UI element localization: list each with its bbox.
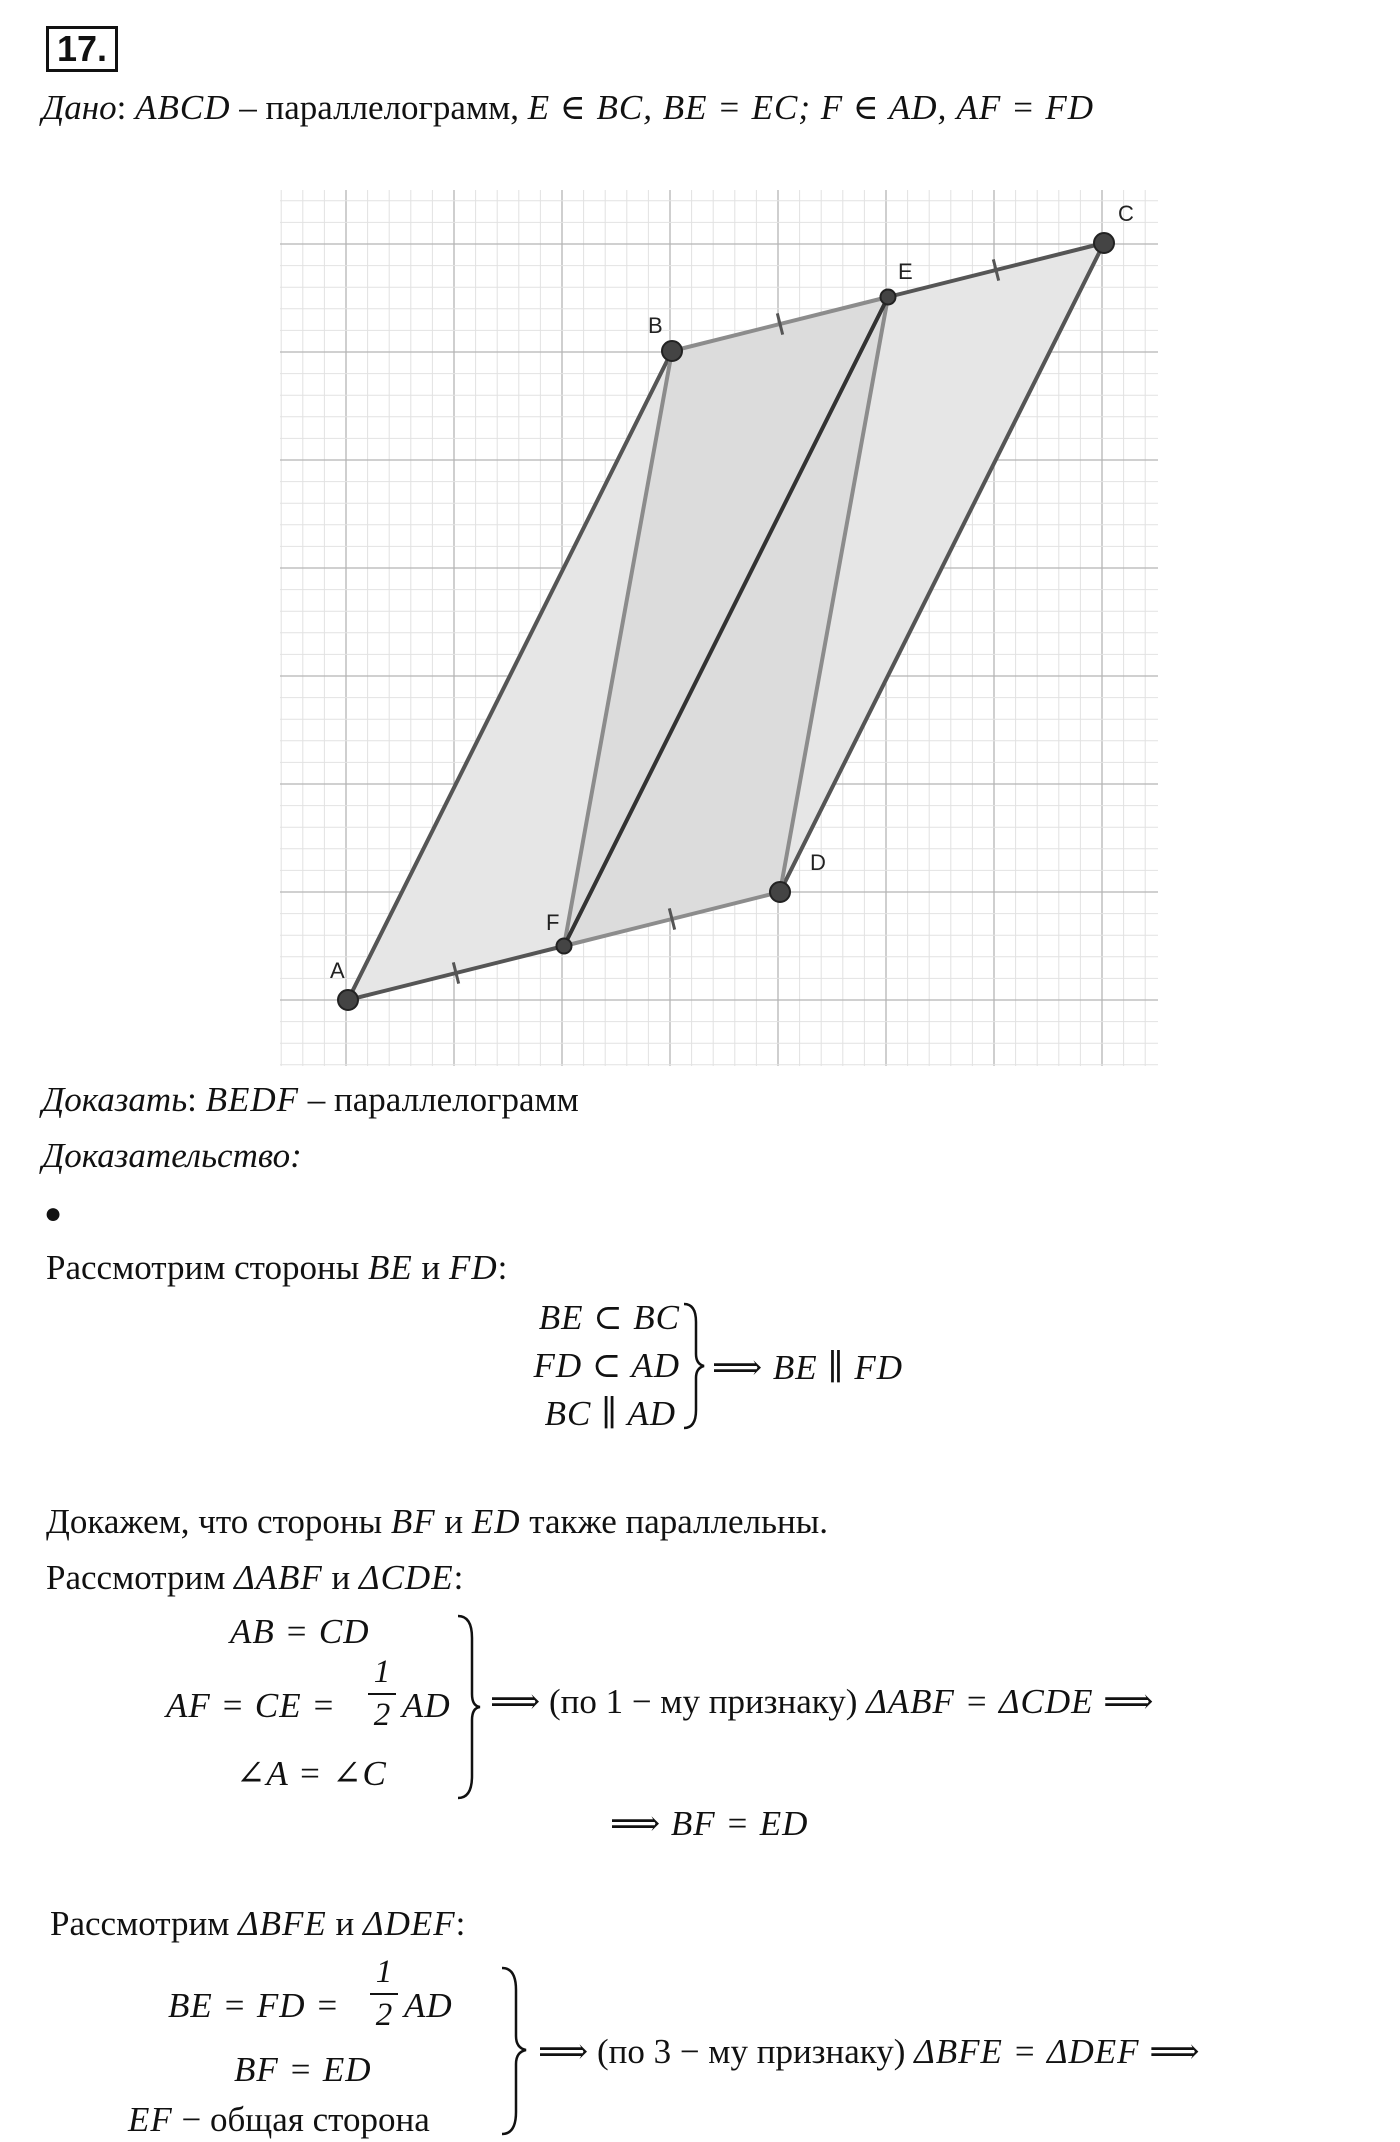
step2-text1: Докажем, что стороны [46,1502,391,1541]
step4-frac-den: 2 [375,1997,393,2033]
step3-frac-den: 2 [373,1697,391,1733]
step1-text2: и [412,1248,449,1287]
point-f [557,939,572,954]
step4-line1-left: BE = FD = [168,1986,340,2025]
step4-frac-bar [370,1993,398,1995]
step4-line3-text: − общая сторона [172,2100,430,2139]
step4-text1: Рассмотрим [50,1904,239,1943]
step4-m2: ΔDEF [363,1904,456,1943]
label-point-b: B [648,313,663,338]
step4-result-math: ΔBFE = ΔDEF ⟹ [914,2032,1201,2071]
step1-m1: BE [367,1248,413,1287]
point-e [881,290,896,305]
step1-result: ⟹ BE ∥ FD [712,1348,904,1387]
given-label: Дано [42,88,117,127]
prove-label: Доказать [42,1080,188,1119]
step2-m1: BF [390,1502,436,1541]
step3-m2: ΔCDE [359,1558,454,1597]
step3-conclusion: ⟹ BF = ED [610,1804,809,1843]
point-c [1094,233,1114,253]
proof-label: Доказательство: [42,1136,302,1175]
point-a [338,990,358,1010]
problem-number: 17. [46,26,118,72]
point-b [662,341,682,361]
step3-frac-bar [368,1693,396,1695]
parallelogram-figure [280,190,1168,1070]
step4-fraction [370,1954,398,2034]
step3-fraction [368,1654,396,1734]
step1-text3: : [497,1248,508,1287]
given-math-abcd: ABCD [135,88,231,127]
step1-m2: FD [448,1248,498,1287]
step3-frac-num: 1 [373,1654,391,1690]
step4-line3 [128,2098,430,2142]
step3-text3: : [453,1558,464,1597]
prove-line [42,1078,579,1122]
given-math-conditions: E ∈ BC, BE = EC; F ∈ AD, AF = FD [527,88,1094,127]
step3-line3: ∠A = ∠C [236,1754,387,1793]
label-point-e: E [898,259,913,284]
step3-brace [456,1614,484,1800]
step2-text2: и [435,1502,472,1541]
step3-m1: ΔABF [234,1558,323,1597]
step4-frac-num: 1 [375,1954,393,1990]
label-point-c: C [1118,201,1134,226]
step3-result-text: (по 1 − му признаку) [548,1682,867,1721]
step3-line2-right: AD [402,1686,451,1725]
step2-intro [46,1500,828,1544]
step2-m2: ED [471,1502,521,1541]
step4-result [538,2030,1201,2074]
step3-line2-left: AF = CE = [166,1686,336,1725]
step2-text3: также параллельны. [520,1502,829,1541]
step3-text1: Рассмотрим [46,1558,235,1597]
prove-text: – параллелограмм [299,1080,579,1119]
step4-arrow: ⟹ [538,2032,597,2071]
step4-line1-right: AD [404,1986,453,2025]
prove-math: BEDF [205,1080,300,1119]
step3-text2: и [322,1558,360,1597]
step3-line1: AB = CD [230,1612,370,1651]
label-point-d: D [810,850,826,875]
step4-result-text: (по 3 − му признаку) [596,2032,915,2071]
step3-arrow: ⟹ [490,1682,549,1721]
step4-text3: : [455,1904,466,1943]
bullet: ● [44,1197,63,1230]
step1-intro [46,1246,507,1290]
step4-line3-math: EF [128,2100,173,2139]
step4-intro [50,1902,465,1946]
step1-line3: BC ∥ AD [544,1394,676,1433]
step3-result-math: ΔABF = ΔCDE ⟹ [866,1682,1155,1721]
label-point-a: A [330,958,345,983]
step4-text2: и [326,1904,364,1943]
point-d [770,882,790,902]
step1-brace [682,1302,706,1430]
step1-text1: Рассмотрим стороны [46,1248,368,1287]
step4-line2: BF = ED [234,2050,372,2089]
given-line [42,86,1094,130]
given-colon: : [116,88,127,127]
step3-result [490,1680,1154,1724]
step1-line1: BE ⊂ BC [538,1298,680,1337]
step4-m1: ΔBFE [238,1904,327,1943]
given-text: – параллелограмм, [230,88,528,127]
label-point-f: F [546,910,560,935]
prove-colon: : [187,1080,197,1119]
step4-brace [500,1966,530,2136]
step3-intro [46,1556,463,1600]
step1-line2: FD ⊂ AD [533,1346,680,1385]
